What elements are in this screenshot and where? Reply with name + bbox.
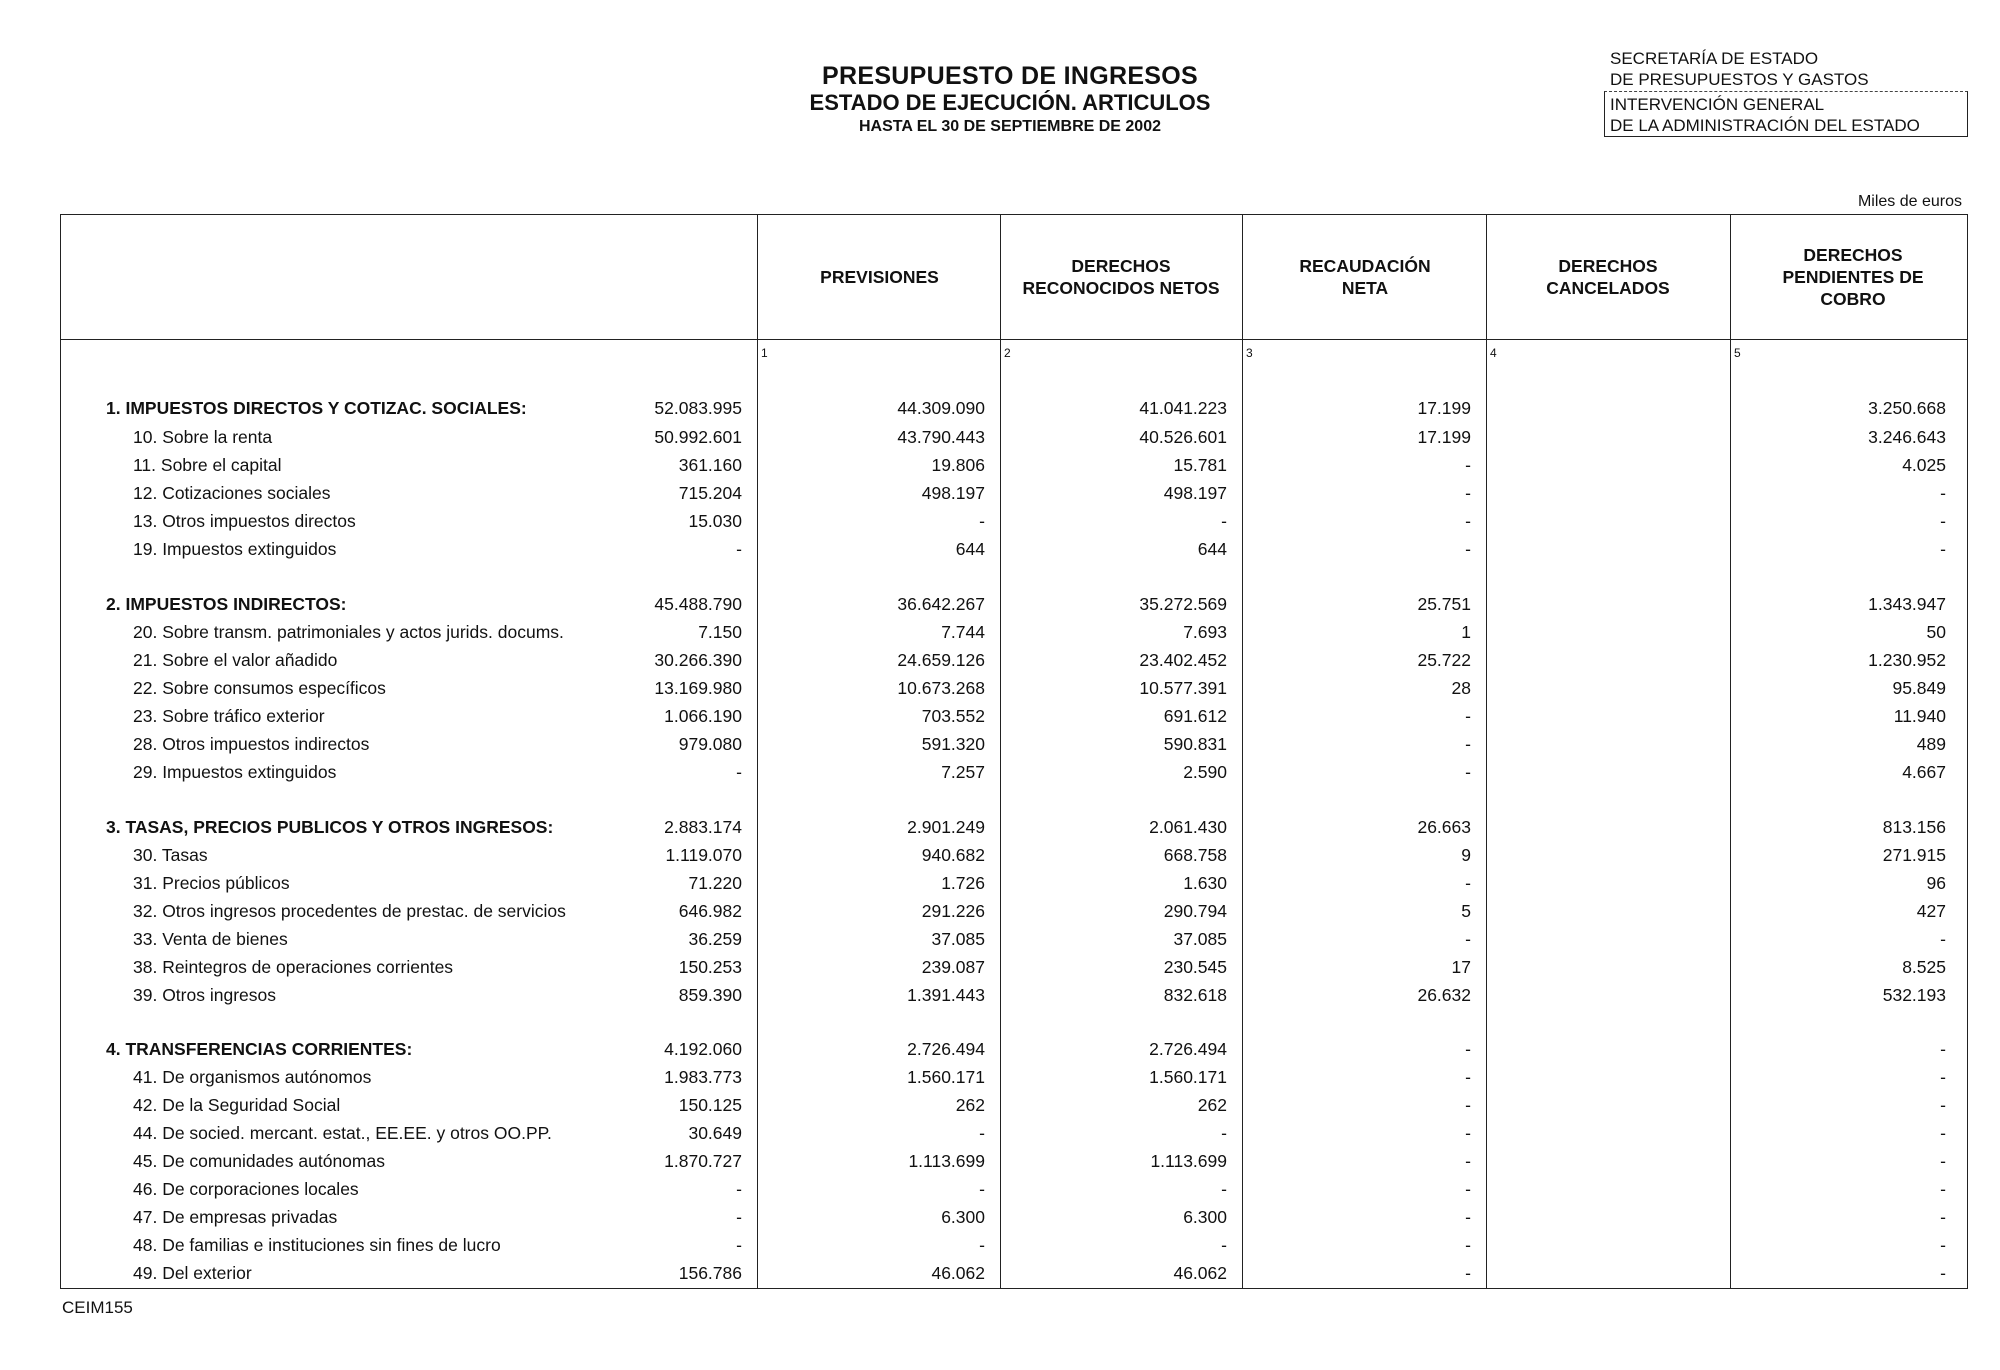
cell-col-3: 46.062 <box>1173 1263 1227 1283</box>
cell-col-5: 532.193 <box>1882 985 1946 1005</box>
row-label: 13. Otros impuestos directos <box>133 511 356 531</box>
cell-col-3: 2.061.430 <box>1149 817 1227 837</box>
cell-col-5: - <box>1940 483 1946 503</box>
cell-col-1: 7.150 <box>698 622 742 642</box>
cell-col-4: 17.199 <box>1417 427 1471 447</box>
cell-col-2: 262 <box>955 1095 985 1115</box>
col-header-previsiones: PREVISIONES <box>820 266 939 287</box>
row-label: 19. Impuestos extinguidos <box>133 539 337 559</box>
cell-col-5: - <box>1940 929 1946 949</box>
cell-col-4: 28 <box>1451 678 1471 698</box>
cell-col-1: 50.992.601 <box>654 427 742 447</box>
cell-col-5: 50 <box>1926 622 1946 642</box>
table-row <box>60 901 1968 929</box>
cell-col-3: 2.726.494 <box>1149 1039 1227 1059</box>
cell-col-2: 44.309.090 <box>897 398 985 418</box>
cell-col-5: - <box>1940 539 1946 559</box>
agency-box <box>1604 91 1968 137</box>
cell-col-2: - <box>979 1123 985 1143</box>
cell-col-5: 3.246.643 <box>1868 427 1946 447</box>
cell-col-4: - <box>1465 1067 1471 1087</box>
section-row <box>60 1039 1968 1067</box>
cell-col-5: - <box>1940 1151 1946 1171</box>
agency-block <box>1610 48 1968 137</box>
cell-col-2: 644 <box>955 539 985 559</box>
cell-col-4: - <box>1465 511 1471 531</box>
cell-col-4: 25.722 <box>1417 650 1471 670</box>
cell-col-2: 36.642.267 <box>897 594 985 614</box>
table-row <box>60 1151 1968 1179</box>
cell-col-1: 52.083.995 <box>654 398 742 418</box>
cell-col-5: 1.230.952 <box>1868 650 1946 670</box>
footer-code: CEIM155 <box>62 1298 133 1317</box>
cell-col-5: - <box>1940 1039 1946 1059</box>
cell-col-5: 489 <box>1916 734 1946 754</box>
cell-col-2: 24.659.126 <box>897 650 985 670</box>
report-title-block <box>700 62 1320 138</box>
row-label: 11. Sobre el capital <box>133 455 282 475</box>
table-row <box>60 539 1968 567</box>
table-row <box>60 622 1968 650</box>
cell-col-2: 43.790.443 <box>897 427 985 447</box>
cell-col-4: - <box>1465 1151 1471 1171</box>
cell-col-3: - <box>1221 511 1227 531</box>
cell-col-2: 6.300 <box>941 1207 985 1227</box>
cell-col-1: - <box>736 539 742 559</box>
section-row <box>60 594 1968 622</box>
cell-col-2: - <box>979 1179 985 1199</box>
table-row <box>60 1263 1968 1291</box>
cell-col-1: - <box>736 1235 742 1255</box>
cell-col-5: - <box>1940 1123 1946 1143</box>
col-header-recaudacion: RECAUDACIÓN NETA <box>1299 255 1431 298</box>
cell-col-5: - <box>1940 1067 1946 1087</box>
table-row <box>60 734 1968 762</box>
cell-col-2: 2.726.494 <box>907 1039 985 1059</box>
agency-line-1: SECRETARÍA DE ESTADO <box>1610 49 1819 68</box>
row-label: 12. Cotizaciones sociales <box>133 483 331 503</box>
cell-col-1: 979.080 <box>678 734 742 754</box>
cell-col-1: 13.169.980 <box>654 678 742 698</box>
cell-col-5: - <box>1940 1263 1946 1283</box>
cell-col-5: 11.940 <box>1893 706 1946 726</box>
cell-col-2: 2.901.249 <box>907 817 985 837</box>
cell-col-3: 590.831 <box>1163 734 1227 754</box>
table-row <box>60 483 1968 511</box>
cell-col-2: 291.226 <box>921 901 985 921</box>
cell-col-3: 1.630 <box>1183 873 1227 893</box>
cell-col-4: - <box>1465 762 1471 782</box>
cell-col-4: 9 <box>1461 845 1471 865</box>
cell-col-4: 17 <box>1451 957 1471 977</box>
table-row <box>60 957 1968 985</box>
row-label: 1. IMPUESTOS DIRECTOS Y COTIZAC. SOCIALES: <box>106 398 527 418</box>
cell-col-1: 646.982 <box>678 901 742 921</box>
cell-col-4: - <box>1465 706 1471 726</box>
row-label: 20. Sobre transm. patrimoniales y actos jurids. docums. <box>133 622 564 642</box>
cell-col-1: 1.983.773 <box>664 1067 742 1087</box>
row-label: 29. Impuestos extinguidos <box>133 762 337 782</box>
cell-col-2: 19.806 <box>931 455 985 475</box>
cell-col-4: - <box>1465 1207 1471 1227</box>
cell-col-1: - <box>736 1179 742 1199</box>
cell-col-3: 1.113.699 <box>1150 1151 1227 1171</box>
cell-col-3: 10.577.391 <box>1139 678 1227 698</box>
section-row <box>60 398 1968 426</box>
cell-col-3: 35.272.569 <box>1139 594 1227 614</box>
cell-col-2: - <box>979 1235 985 1255</box>
cell-col-4: - <box>1465 1095 1471 1115</box>
cell-col-1: 715.204 <box>678 483 742 503</box>
cell-col-2: 37.085 <box>931 929 985 949</box>
cell-col-1: - <box>736 1207 742 1227</box>
units-label: Miles de euros <box>1857 193 1962 210</box>
row-label: 45. De comunidades autónomas <box>133 1151 385 1171</box>
table-row <box>60 678 1968 706</box>
row-label: 23. Sobre tráfico exterior <box>133 706 325 726</box>
report-period: HASTA EL 30 DE SEPTIEMBRE DE 2002 <box>858 118 1161 135</box>
cell-col-4: - <box>1465 539 1471 559</box>
cell-col-2: 10.673.268 <box>897 678 985 698</box>
cell-col-5: 96 <box>1926 873 1946 893</box>
cell-col-4: 17.199 <box>1417 398 1471 418</box>
cell-col-5: 4.025 <box>1902 455 1946 475</box>
col-number: 1 <box>761 346 768 360</box>
cell-col-5: 8.525 <box>1902 957 1946 977</box>
row-label: 44. De socied. mercant. estat., EE.EE. y otros OO.PP. <box>133 1123 552 1143</box>
table-row <box>60 762 1968 790</box>
cell-col-5: 813.156 <box>1882 817 1946 837</box>
cell-col-2: 703.552 <box>921 706 985 726</box>
cell-col-3: - <box>1221 1235 1227 1255</box>
header-separator <box>60 339 1968 340</box>
cell-col-3: 15.781 <box>1173 455 1227 475</box>
table-row <box>60 1235 1968 1263</box>
table-row <box>60 1067 1968 1095</box>
cell-col-3: 1.560.171 <box>1149 1067 1227 1087</box>
cell-col-4: - <box>1465 929 1471 949</box>
cell-col-2: 7.257 <box>941 762 985 782</box>
cell-col-1: 1.870.727 <box>664 1151 742 1171</box>
row-label: 38. Reintegros de operaciones corrientes <box>133 957 454 977</box>
cell-col-4: - <box>1465 455 1471 475</box>
row-label: 30. Tasas <box>133 845 208 865</box>
cell-col-4: 25.751 <box>1417 594 1471 614</box>
cell-col-4: - <box>1465 1039 1471 1059</box>
cell-col-3: 290.794 <box>1163 901 1227 921</box>
cell-col-5: - <box>1940 1179 1946 1199</box>
cell-col-4: 1 <box>1461 622 1471 642</box>
table-row <box>60 845 1968 873</box>
cell-col-4: - <box>1465 1235 1471 1255</box>
row-label: 31. Precios públicos <box>133 873 290 893</box>
cell-col-1: 156.786 <box>678 1263 742 1283</box>
agency-line-4: DE LA ADMINISTRACIÓN DEL ESTADO <box>1610 116 1920 135</box>
table-row <box>60 985 1968 1013</box>
cell-col-5: 95.849 <box>1892 678 1946 698</box>
cell-col-5: - <box>1940 1207 1946 1227</box>
row-label: 4. TRANSFERENCIAS CORRIENTES: <box>106 1039 413 1059</box>
cell-col-3: 498.197 <box>1163 483 1227 503</box>
row-label: 49. Del exterior <box>133 1263 252 1283</box>
cell-col-4: - <box>1465 1179 1471 1199</box>
agency-line-3: INTERVENCIÓN GENERAL <box>1610 95 1825 114</box>
cell-col-3: 262 <box>1197 1095 1227 1115</box>
cell-col-3: 6.300 <box>1183 1207 1227 1227</box>
cell-col-4: - <box>1465 1123 1471 1143</box>
cell-col-3: 7.693 <box>1183 622 1227 642</box>
cell-col-3: 644 <box>1197 539 1227 559</box>
table-row <box>60 873 1968 901</box>
cell-col-2: 940.682 <box>921 845 985 865</box>
cell-col-3: 37.085 <box>1173 929 1227 949</box>
cell-col-3: 41.041.223 <box>1139 398 1227 418</box>
cell-col-1: 361.160 <box>678 455 742 475</box>
cell-col-5: 271.915 <box>1882 845 1946 865</box>
cell-col-2: 498.197 <box>921 483 985 503</box>
table-row <box>60 1207 1968 1235</box>
row-label: 32. Otros ingresos procedentes de prestac. de servicios <box>133 901 566 921</box>
cell-col-3: 2.590 <box>1183 762 1227 782</box>
report-subtitle: ESTADO DE EJECUCIÓN. ARTICULOS <box>809 90 1211 115</box>
cell-col-1: 150.125 <box>678 1095 742 1115</box>
col-number: 2 <box>1004 346 1011 360</box>
col-header-pendientes: DERECHOS PENDIENTES DE COBRO <box>1782 244 1924 309</box>
cell-col-4: - <box>1465 483 1471 503</box>
cell-col-1: 2.883.174 <box>664 817 742 837</box>
cell-col-2: 591.320 <box>921 734 985 754</box>
table-row <box>60 1179 1968 1207</box>
row-label: 2. IMPUESTOS INDIRECTOS: <box>106 594 347 614</box>
cell-col-5: - <box>1940 1095 1946 1115</box>
row-label: 3. TASAS, PRECIOS PUBLICOS Y OTROS INGRESOS: <box>106 817 554 837</box>
cell-col-5: 1.343.947 <box>1868 594 1946 614</box>
cell-col-3: 691.612 <box>1163 706 1227 726</box>
table-row <box>60 929 1968 957</box>
cell-col-3: 832.618 <box>1163 985 1227 1005</box>
cell-col-1: 30.649 <box>688 1123 742 1143</box>
cell-col-4: 26.663 <box>1417 817 1471 837</box>
table-row <box>60 511 1968 539</box>
cell-col-4: 5 <box>1461 901 1471 921</box>
cell-col-2: - <box>979 511 985 531</box>
cell-col-1: 71.220 <box>688 873 742 893</box>
cell-col-2: 1.560.171 <box>907 1067 985 1087</box>
row-label: 28. Otros impuestos indirectos <box>133 734 370 754</box>
cell-col-2: 239.087 <box>921 957 985 977</box>
col-number: 3 <box>1246 346 1253 360</box>
cell-col-1: 1.066.190 <box>664 706 742 726</box>
cell-col-2: 7.744 <box>941 622 985 642</box>
cell-col-4: - <box>1465 734 1471 754</box>
cell-col-1: 36.259 <box>688 929 742 949</box>
cell-col-3: 40.526.601 <box>1139 427 1227 447</box>
col-number: 5 <box>1734 346 1741 360</box>
row-label: 48. De familias e instituciones sin fines de lucro <box>133 1235 501 1255</box>
cell-col-1: 45.488.790 <box>654 594 742 614</box>
cell-col-1: 4.192.060 <box>664 1039 742 1059</box>
row-label: 39. Otros ingresos <box>133 985 276 1005</box>
cell-col-5: - <box>1940 1235 1946 1255</box>
col-header-derechos-reconocidos: DERECHOS RECONOCIDOS NETOS <box>1022 255 1220 298</box>
cell-col-3: 668.758 <box>1163 845 1227 865</box>
table-row <box>60 706 1968 734</box>
cell-col-3: - <box>1221 1179 1227 1199</box>
row-label: 10. Sobre la renta <box>133 427 273 447</box>
table-row <box>60 650 1968 678</box>
col-number: 4 <box>1490 346 1497 360</box>
cell-col-1: 30.266.390 <box>654 650 742 670</box>
cell-col-5: 4.667 <box>1902 762 1946 782</box>
cell-col-5: 3.250.668 <box>1868 398 1946 418</box>
cell-col-2: 1.391.443 <box>907 985 985 1005</box>
cell-col-2: 1.113.699 <box>908 1151 985 1171</box>
row-label: 21. Sobre el valor añadido <box>133 650 338 670</box>
row-label: 47. De empresas privadas <box>133 1207 338 1227</box>
table-row <box>60 455 1968 483</box>
cell-col-4: 26.632 <box>1417 985 1471 1005</box>
row-label: 33. Venta de bienes <box>133 929 288 949</box>
cell-col-2: 46.062 <box>931 1263 985 1283</box>
report-title: PRESUPUESTO DE INGRESOS <box>822 62 1198 90</box>
table-row <box>60 427 1968 455</box>
row-label: 41. De organismos autónomos <box>133 1067 372 1087</box>
cell-col-3: 230.545 <box>1163 957 1227 977</box>
table-row <box>60 1123 1968 1151</box>
cell-col-1: 1.119.070 <box>665 845 742 865</box>
cell-col-1: 859.390 <box>678 985 742 1005</box>
cell-col-1: 15.030 <box>688 511 742 531</box>
agency-line-2: DE PRESUPUESTOS Y GASTOS <box>1610 70 1869 89</box>
row-label: 42. De la Seguridad Social <box>133 1095 341 1115</box>
cell-col-5: 427 <box>1916 901 1946 921</box>
cell-col-4: - <box>1465 873 1471 893</box>
col-header-cancelados: DERECHOS CANCELADOS <box>1546 255 1670 298</box>
cell-col-1: - <box>736 762 742 782</box>
cell-col-4: - <box>1465 1263 1471 1283</box>
table-row <box>60 1095 1968 1123</box>
cell-col-2: 1.726 <box>941 873 985 893</box>
section-row <box>60 817 1968 845</box>
cell-col-3: 23.402.452 <box>1139 650 1227 670</box>
row-label: 46. De corporaciones locales <box>133 1179 359 1199</box>
cell-col-3: - <box>1221 1123 1227 1143</box>
cell-col-5: - <box>1940 511 1946 531</box>
row-label: 22. Sobre consumos específicos <box>133 678 386 698</box>
cell-col-1: 150.253 <box>678 957 742 977</box>
